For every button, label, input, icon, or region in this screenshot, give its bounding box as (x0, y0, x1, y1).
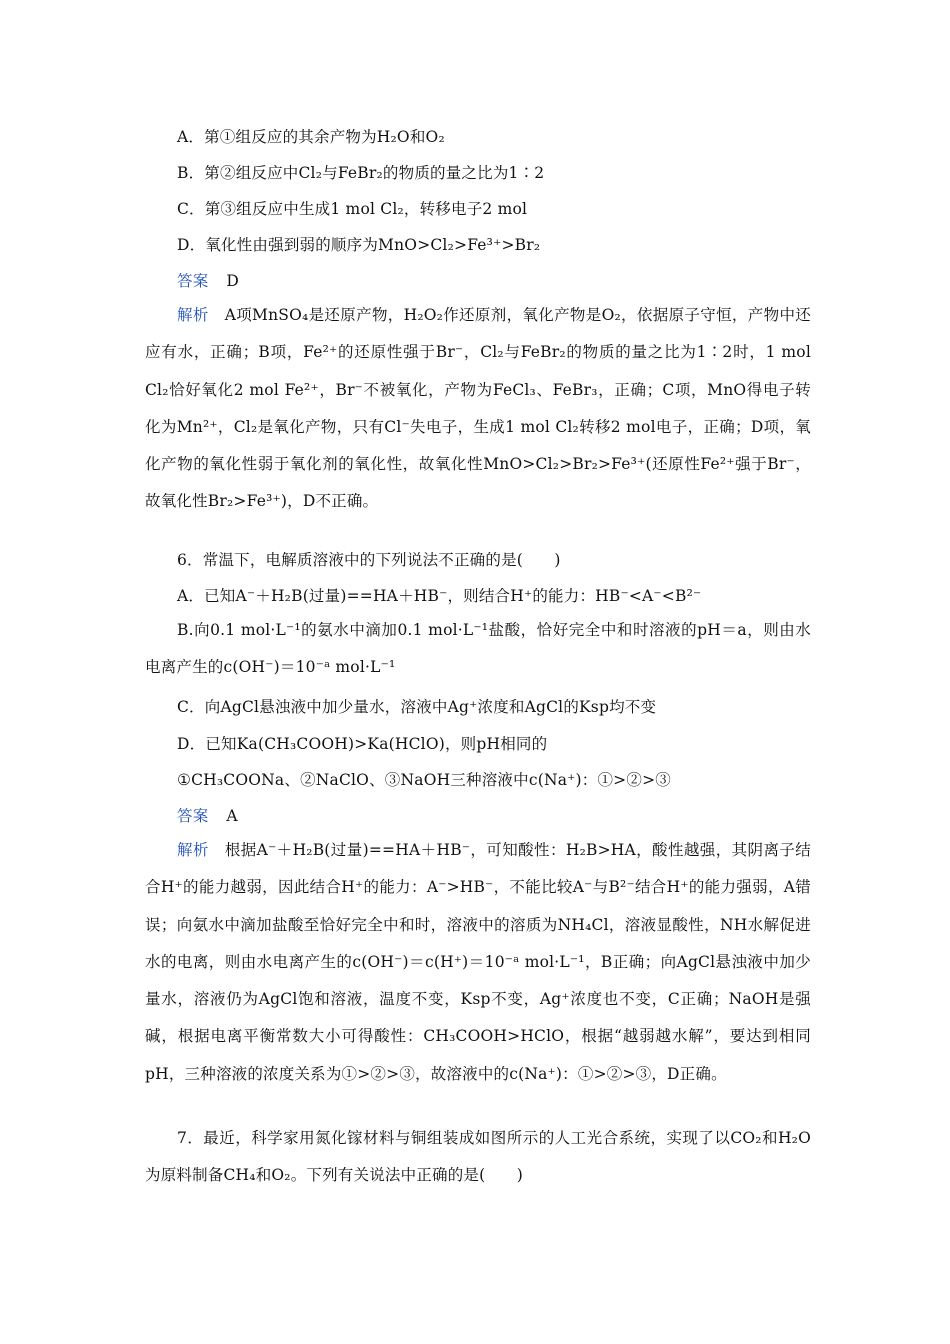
q5-answer (177, 270, 847, 292)
answer-value: A (226, 807, 238, 825)
q5-analysis (145, 297, 811, 521)
q6-option-c: C．向AgCl悬浊液中加少量水，溶液中Ag⁺浓度和AgCl的Ksp均不变 (177, 698, 657, 716)
q6-option-b: B.向0.1 mol·L⁻¹的氨水中滴加0.1 mol·L⁻¹盐酸，恰好完全中和时溶液的pH＝a，则由水电离产生的c(OH⁻)＝10⁻ᵃ mol·L⁻¹ (145, 621, 811, 677)
analysis-text: 根据A⁻＋H₂B(过量)==HA＋HB⁻，可知酸性：H₂B>HA，酸性越强，其阴离子结合H⁺的能力越弱，因此结合H⁺的能力：A⁻>HB⁻，不能比较A⁻与B²⁻结合H⁺的能力强弱，A错误；向氨水中滴加盐酸至恰好完全中和时，溶液中的溶质为NH₄Cl，溶液显酸性，NH水解促进水的电离，则由水电离产生的c(OH⁻)＝c(H⁺)＝10⁻ᵃ mol·L⁻¹，B正确；向AgCl悬浊液中加少量水，溶液仍为AgCl饱和溶液，温度不变，Ksp不变，Ag⁺浓度也不变，C正确；NaOH是强碱，根据电离平衡常数大小可得酸性：CH₃COOH>HClO，根据“越弱越水解”，要达到相同pH，三种溶液的浓度关系为①>②>③，故溶液中的c(Na⁺)：①>②>③，D正确。 (145, 841, 811, 1083)
q5-option-b: B．第②组反应中Cl₂与FeBr₂的物质的量之比为1∶2 (177, 164, 545, 182)
answer-value: D (226, 272, 240, 290)
q6-stem: 6．常温下，电解质溶液中的下列说法不正确的是( ) (177, 551, 561, 569)
q5-option-a: A．第①组反应的其余产物为H₂O和O₂ (177, 128, 445, 146)
q6-analysis (145, 832, 811, 1093)
q6-answer (177, 805, 847, 827)
analysis-label: 解析 (177, 841, 209, 859)
q5-option-d: D．氧化性由强到弱的顺序为MnO>Cl₂>Fe³⁺>Br₂ (177, 236, 541, 254)
analysis-text: A项MnSO₄是还原产物，H₂O₂作还原剂，氧化产物是O₂，依据原子守恒，产物中还应有水，正确；B项，Fe²⁺的还原性强于Br⁻，Cl₂与FeBr₂的物质的量之比为1∶2时，1 mol Cl₂恰好氧化2 mol Fe²⁺，Br⁻不被氧化，产物为FeCl₃、FeBr₃，正确；C项，MnO得电子转化为Mn²⁺，Cl₂是氧化产物，只有Cl⁻失电子，生成1 mol Cl₂转移2 mol电子，正确；D项，氧化产物的氧化性弱于氧化剂的氧化性，故氧化性MnO>Cl₂>Br₂>Fe³⁺(还原性Fe²⁺强于Br⁻，故氧化性Br₂>Fe³⁺)，D不正确。 (145, 306, 811, 511)
answer-label: 答案 (177, 272, 209, 290)
q6-option-d-line1: D．已知Ka(CH₃COOH)>Ka(HClO)，则pH相同的 (177, 735, 548, 753)
q6-option-d-line2: ①CH₃COONa、②NaClO、③NaOH三种溶液中c(Na⁺)：①>②>③ (177, 771, 671, 789)
q5-option-c: C．第③组反应中生成1 mol Cl₂，转移电子2 mol (177, 200, 528, 218)
answer-label: 答案 (177, 807, 209, 825)
q7-stem: 7．最近，科学家用氮化镓材料与铜组装成如图所示的人工光合系统，实现了以CO₂和H₂O为原料制备CH₄和O₂。下列有关说法中正确的是( ) (145, 1129, 811, 1185)
q6-option-a: A．已知A⁻＋H₂B(过量)==HA＋HB⁻，则结合H⁺的能力：HB⁻<A⁻<B²⁻ (177, 587, 702, 605)
analysis-label: 解析 (177, 306, 209, 324)
